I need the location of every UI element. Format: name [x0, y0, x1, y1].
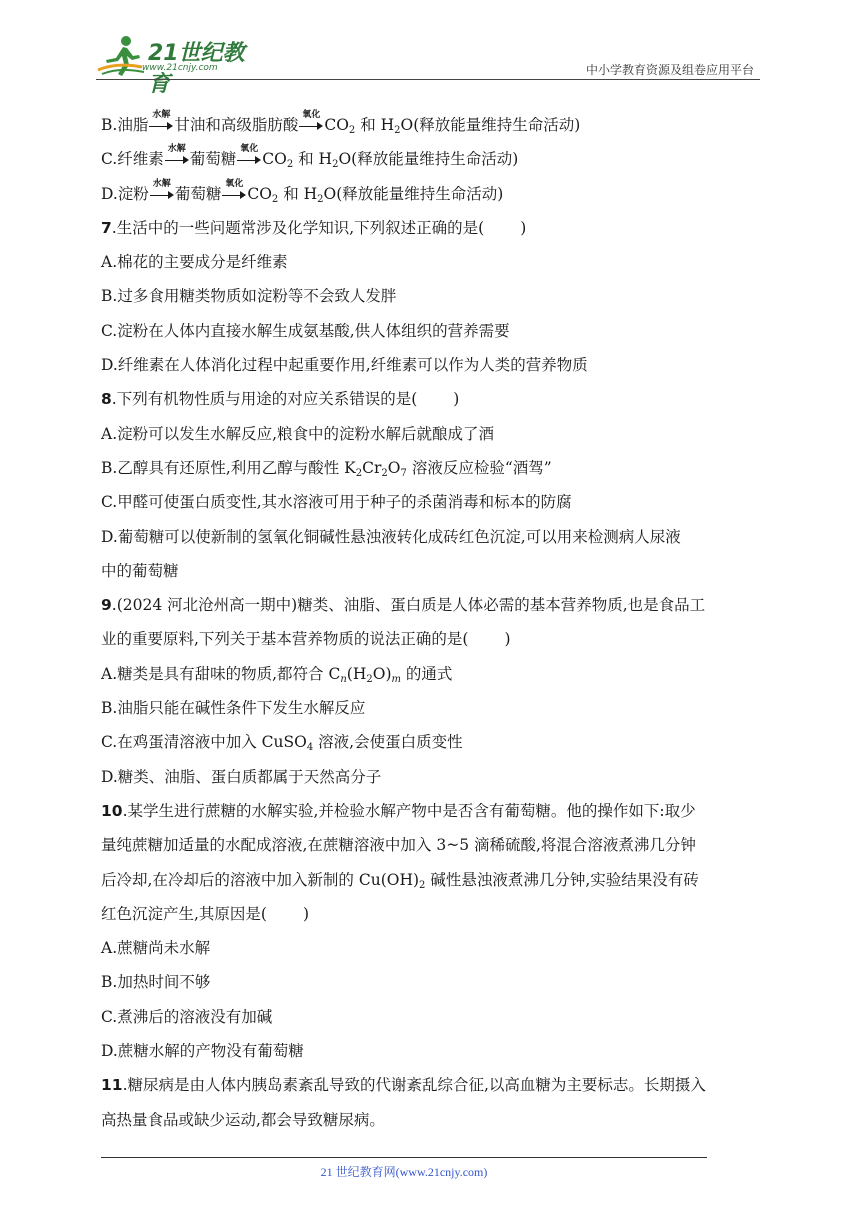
q8-option-d-cont: 中的葡萄糖 — [101, 561, 179, 580]
option-text: 葡萄糖 — [174, 184, 222, 203]
q9-option-a — [101, 657, 763, 691]
site-logo — [96, 34, 266, 97]
q8-option-c: C.甲醛可使蛋白质变性,其水溶液可用于种子的杀菌消毒和标本的防腐 — [101, 493, 572, 512]
question-text: 业的重要原料,下列关于基本营养物质的说法正确的是( — [101, 630, 469, 649]
option-text: CO — [324, 116, 349, 134]
option-text: O) — [372, 664, 392, 683]
arrow-icon — [222, 178, 246, 202]
subscript: 2 — [355, 467, 363, 479]
question-text: 后冷却,在冷却后的溶液中加入新制的 Cu(OH) — [101, 870, 420, 889]
arrow-icon — [165, 144, 189, 167]
question-9-stem-cont — [101, 622, 763, 656]
question-10-stem — [101, 794, 763, 828]
header-divider — [96, 79, 760, 80]
question-text: .下列有机物性质与用途的对应关系错误的是( — [111, 390, 418, 409]
option-text: 的通式 — [401, 664, 453, 683]
question-number: 9 — [101, 596, 112, 615]
subscript: 2 — [271, 193, 279, 205]
option-text: O — [387, 458, 401, 477]
option-text: Cr — [362, 458, 382, 477]
arrow-label: 氧化 — [240, 144, 259, 155]
question-10-stem-cont — [101, 863, 763, 897]
q7-option-a: A.棉花的主要成分是纤维素 — [101, 253, 288, 272]
question-7-stem — [101, 211, 763, 245]
question-number: 11 — [101, 1076, 123, 1095]
subscript: 2 — [332, 159, 339, 171]
q10-option-c: C.煮沸后的溶液没有加碱 — [101, 1007, 273, 1026]
subscript: 2 — [348, 125, 356, 136]
question-text: 红色沉淀产生,其原因是( — [101, 904, 267, 923]
subscript: 2 — [381, 467, 388, 479]
subscript: n — [340, 673, 347, 685]
logo-text: 21世纪教育 — [148, 41, 245, 97]
option-text: O(释放能量维持生命活动) — [400, 116, 581, 134]
option-text: CO — [262, 150, 287, 169]
arrow-label: 氧化 — [302, 110, 321, 120]
prev-option-d — [101, 177, 763, 211]
question-text: .生活中的一些问题常涉及化学知识,下列叙述正确的是( — [111, 218, 485, 237]
question-11-stem-cont: 高热量食品或缺少运动,都会导致糖尿病。 — [101, 1110, 385, 1129]
q10-option-b: B.加热时间不够 — [101, 973, 211, 992]
arrow-label: 水解 — [167, 144, 186, 155]
subscript: 2 — [286, 159, 294, 171]
option-text: 和 H — [278, 184, 318, 203]
subscript: m — [391, 673, 401, 685]
option-text: O(释放能量维持生命活动) — [338, 150, 519, 169]
question-10-stem-cont — [101, 897, 763, 931]
footer-divider — [101, 1157, 707, 1158]
option-text: 甘油和高级脂肪酸 — [174, 116, 299, 134]
page-header — [96, 34, 760, 97]
option-text: O(释放能量维持生命活动) — [323, 184, 504, 203]
platform-title: 中小学教育资源及组卷应用平台 — [585, 63, 754, 77]
option-text: 葡萄糖 — [189, 150, 237, 169]
arrow-icon — [149, 110, 173, 133]
question-text: ) — [302, 904, 310, 923]
option-text: 和 H — [355, 116, 395, 134]
q10-option-d: D.蔗糖水解的产物没有葡萄糖 — [101, 1042, 304, 1061]
question-number: 8 — [101, 390, 112, 409]
q9-option-c — [101, 725, 763, 759]
option-text: B.油脂 — [101, 116, 149, 134]
q7-option-c: C.淀粉在人体内直接水解生成氨基酸,供人体组织的营养需要 — [101, 321, 510, 340]
subscript: 7 — [400, 467, 407, 479]
subscript: 2 — [394, 125, 401, 136]
prev-option-c — [101, 142, 763, 176]
question-10-stem-cont: 量纯蔗糖加适量的水配成溶液,在蔗糖溶液中加入 3~5 滴稀硫酸,将混合溶液煮沸几分钟 — [101, 836, 696, 855]
q9-option-b: B.油脂只能在碱性条件下发生水解反应 — [101, 699, 366, 718]
q10-option-a: A.蔗糖尚未水解 — [101, 939, 211, 958]
question-number: 10 — [101, 801, 123, 820]
question-content — [101, 108, 763, 1137]
q7-option-d: D.纤维素在人体消化过程中起重要作用,纤维素可以作为人类的营养物质 — [101, 356, 588, 375]
option-text: 溶液,会使蛋白质变性 — [313, 733, 463, 752]
q8-option-b — [101, 451, 763, 485]
q8-option-a: A.淀粉可以发生水解反应,粮食中的淀粉水解后就酿成了酒 — [101, 424, 495, 443]
q8-option-d: D.葡萄糖可以使新制的氢氧化铜碱性悬浊液转化成砖红色沉淀,可以用来检测病人尿液 — [101, 527, 681, 546]
q7-option-b: B.过多食用糖类物质如淀粉等不会致人发胖 — [101, 287, 397, 306]
option-text: D.淀粉 — [101, 184, 149, 203]
option-text: B.乙醇具有还原性,利用乙醇与酸性 K — [101, 458, 356, 477]
option-text: 和 H — [293, 150, 333, 169]
arrow-icon — [150, 178, 174, 202]
question-text: ) — [453, 390, 460, 409]
question-text: 碱性悬浊液煮沸几分钟,实验结果没有砖 — [425, 870, 699, 889]
option-text: 溶液反应检验“酒驾” — [406, 458, 552, 477]
question-11-stem — [101, 1068, 763, 1102]
logo-url: www.21cnjy.com — [142, 63, 218, 73]
subscript: 4 — [306, 742, 314, 754]
question-text: .某学生进行蔗糖的水解实验,并检验水解产物中是否含有葡萄糖。他的操作如下:取少 — [122, 801, 696, 820]
q9-option-d: D.糖类、油脂、蛋白质都属于天然高分子 — [101, 767, 382, 786]
subscript: 2 — [366, 673, 373, 685]
runner-icon — [96, 34, 148, 78]
option-text: C.在鸡蛋清溶液中加入 CuSO — [101, 733, 307, 752]
arrow-label: 氧化 — [225, 178, 244, 189]
option-text: A.糖类是具有甜味的物质,都符合 C — [101, 664, 341, 683]
question-text: ) — [520, 218, 527, 237]
option-text: C.纤维素 — [101, 150, 164, 169]
prev-option-b — [101, 108, 763, 142]
question-text: .糖尿病是由人体内胰岛素紊乱导致的代谢紊乱综合征,以高血糖为主要标志。长期摄入 — [122, 1076, 706, 1095]
option-text: CO — [247, 184, 272, 203]
question-number: 7 — [101, 218, 112, 237]
footer-text: 21 世纪教育网(www.21cnjy.com) — [320, 1165, 488, 1179]
question-9-stem — [101, 588, 763, 622]
question-text: .(2024 河北沧州高一期中)糖类、油脂、蛋白质是人体必需的基本营养物质,也是食品工 — [111, 596, 706, 615]
question-8-stem — [101, 382, 763, 416]
arrow-label: 水解 — [152, 178, 171, 189]
option-text: (H — [346, 664, 367, 683]
arrow-icon — [299, 110, 323, 133]
arrow-label: 水解 — [152, 110, 171, 120]
arrow-icon — [237, 144, 261, 167]
subscript: 2 — [419, 879, 426, 891]
subscript: 2 — [317, 193, 324, 205]
question-text: ) — [504, 630, 511, 649]
